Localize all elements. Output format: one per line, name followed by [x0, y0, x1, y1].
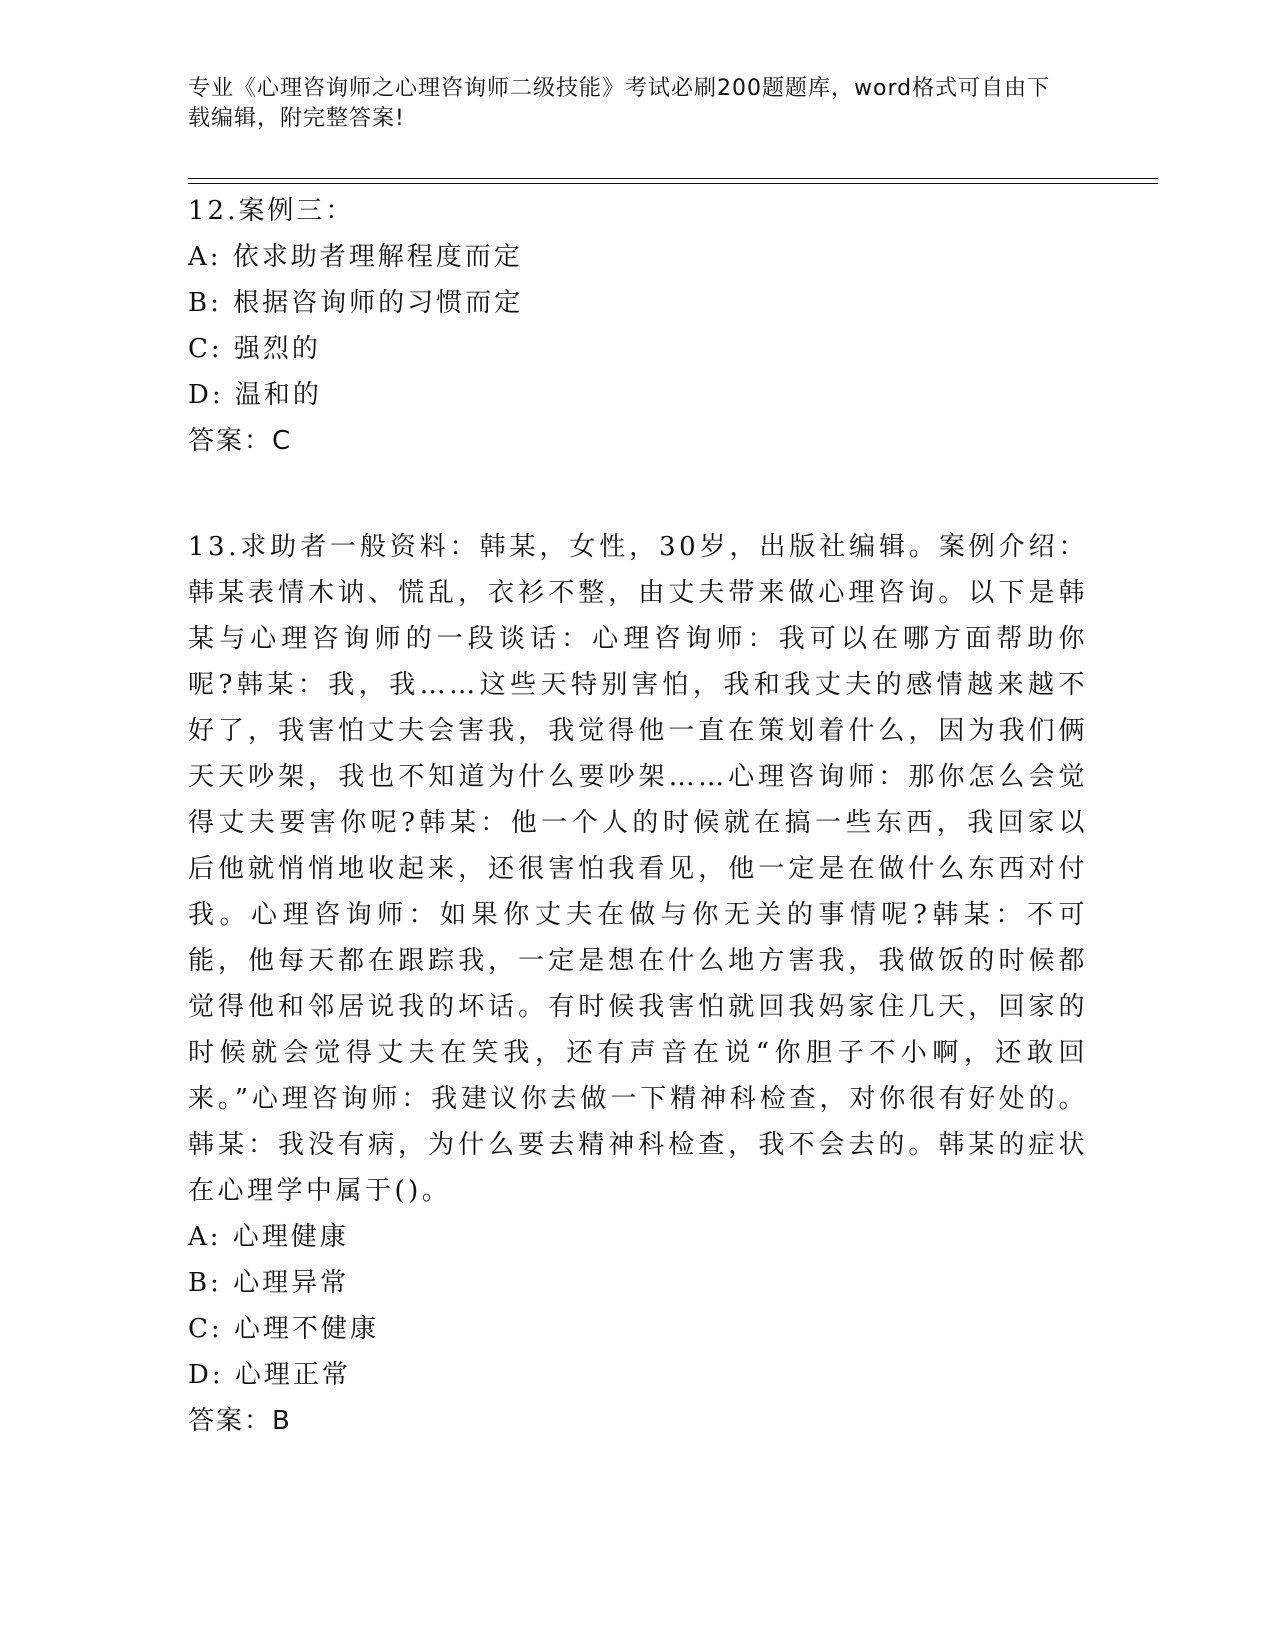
- option-d: D: 心理正常: [188, 1360, 351, 1390]
- option-a: A: 依求助者理解程度而定: [188, 242, 523, 272]
- question-stem: 13.求助者一般资料：韩某，女性，30岁，出版社编辑。案例介绍：韩某表情木讷、慌乱，衣衫不整，由丈夫带来做心理咨询。以下是韩某与心理咨询师的一段谈话：心理咨询师：我可以在哪方面帮助你呢?韩某：我，我……这些天特别害怕，我和我丈夫的感情越来越不好了，我害怕丈夫会害我，我觉得他一直在策划着什么，因为我们俩天天吵架，我也不知道为什么要吵架……心理咨询师：那你怎么会觉得丈夫要害你呢?韩某：他一个人的时候就在搞一些东西，我回家以后他就悄悄地收起来，还很害怕我看见，他一定是在做什么东西对付我。心理咨询师：如果你丈夫在做与你无关的事情呢?韩某：不可能，他每天都在跟踪我，一定是想在什么地方害我，我做饭的时候都觉得他和邻居说我的坏话。有时候我害怕就回我妈家住几天，回家的时候就会觉得丈夫在笑我，还有声音在说“你胆子不小啊，还敢回来。”心理咨询师：我建议你去做一下精神科检查，对你很有好处的。韩某：我没有病，为什么要去精神科检查，我不会去的。韩某的症状在心理学中属于()。: [188, 532, 1088, 1206]
- option-d: D: 温和的: [188, 380, 322, 410]
- header-rule-bottom: [188, 183, 1158, 184]
- question-stem: 12.案例三：: [188, 196, 355, 226]
- question-12: [188, 188, 1088, 464]
- document-header: 专业《心理咨询师之心理咨询师二级技能》考试必刷200题题库，word格式可自由下载编辑，附完整答案!: [188, 76, 1051, 131]
- option-c: C: 强烈的: [188, 334, 321, 364]
- header-rule-top: [188, 178, 1158, 179]
- option-c: C: 心理不健康: [188, 1314, 379, 1344]
- answer-line: 答案：B: [188, 1406, 292, 1436]
- option-b: B: 根据咨询师的习惯而定: [188, 288, 524, 318]
- question-list: [188, 188, 1088, 1444]
- option-a: A: 心理健康: [188, 1222, 349, 1252]
- question-13: [188, 524, 1088, 1444]
- answer-line: 答案：C: [188, 426, 293, 456]
- option-b: B: 心理异常: [188, 1268, 350, 1298]
- question-spacer: [188, 464, 1088, 524]
